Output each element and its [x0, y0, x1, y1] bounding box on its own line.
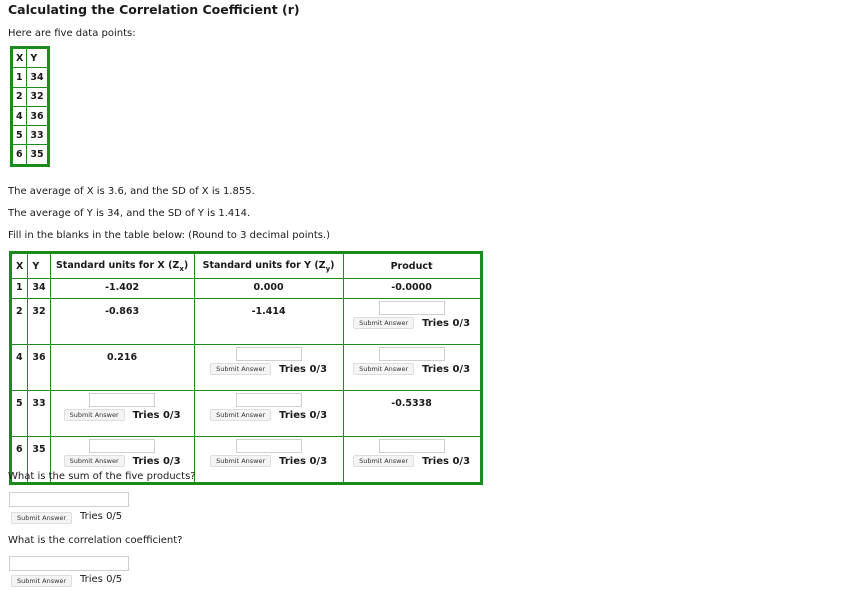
sum-submit-button[interactable]: Submit Answer [11, 512, 72, 524]
answer-group [348, 301, 476, 329]
product-answer-cell [343, 437, 481, 484]
product-answer-cell [343, 299, 481, 345]
zy-input[interactable] [236, 439, 302, 453]
intro-text: Here are five data points: [8, 28, 136, 39]
tries-counter: Tries 0/3 [132, 455, 181, 467]
y-header: Y [28, 253, 50, 279]
zy-value: 0.000 [194, 279, 343, 299]
tries-counter: Tries 0/3 [279, 455, 328, 467]
table-row [12, 68, 49, 87]
zy-answer-cell [194, 391, 343, 437]
sum-tries-counter: Tries 0/5 [80, 511, 123, 522]
submit-row [353, 455, 470, 467]
zx-input[interactable] [89, 439, 155, 453]
tries-counter: Tries 0/3 [422, 317, 471, 329]
submit-button[interactable]: Submit Answer [353, 363, 414, 375]
product-input[interactable] [379, 439, 445, 453]
zx-header [50, 253, 194, 279]
x-value: 5 [12, 126, 27, 145]
x-value: 4 [11, 345, 28, 391]
table-row [11, 279, 482, 299]
table-row [11, 391, 482, 437]
submit-row [210, 409, 327, 421]
zx-value: -0.863 [50, 299, 194, 345]
tries-counter: Tries 0/3 [132, 409, 181, 421]
submit-button[interactable]: Submit Answer [64, 409, 125, 421]
answer-group [55, 393, 190, 421]
correlation-question: What is the correlation coefficient? [8, 535, 183, 546]
y-value: 35 [27, 145, 48, 165]
table-row [11, 299, 482, 345]
x-value: 6 [12, 145, 27, 165]
zy-header-close: ) [330, 259, 335, 271]
submit-button[interactable]: Submit Answer [210, 455, 271, 467]
y-value: 32 [27, 87, 48, 106]
zx-header-close: ) [183, 259, 189, 271]
y-value: 35 [28, 437, 50, 484]
x-value: 2 [12, 87, 27, 106]
tries-counter: Tries 0/3 [422, 363, 471, 375]
answer-group [348, 439, 476, 467]
y-value: 36 [27, 106, 48, 125]
tries-counter: Tries 0/3 [422, 455, 471, 467]
x-value: 5 [11, 391, 28, 437]
product-input[interactable] [379, 347, 445, 361]
calculation-table [9, 251, 483, 485]
zx-value: 0.216 [50, 345, 194, 391]
table-row [12, 87, 49, 106]
submit-row [353, 363, 470, 375]
zx-input[interactable] [89, 393, 155, 407]
submit-row [64, 455, 181, 467]
y-value: 34 [27, 68, 48, 87]
y-value: 33 [28, 391, 50, 437]
zy-input[interactable] [236, 347, 302, 361]
submit-button[interactable]: Submit Answer [64, 455, 125, 467]
zx-value: -1.402 [50, 279, 194, 299]
submit-row [353, 317, 470, 329]
table-row [12, 126, 49, 145]
submit-button[interactable]: Submit Answer [210, 363, 271, 375]
zy-header-sub: y [325, 264, 331, 273]
zy-answer-cell [194, 345, 343, 391]
submit-button[interactable]: Submit Answer [210, 409, 271, 421]
submit-row [210, 455, 327, 467]
answer-group [199, 393, 339, 421]
zy-input[interactable] [236, 393, 302, 407]
answer-group [55, 439, 190, 467]
zx-header-label: Standard units for X (Z [55, 259, 180, 271]
instructions-text: Fill in the blanks in the table below: (Round to 3 decimal points.) [8, 230, 331, 241]
y-value: 32 [28, 299, 50, 345]
zy-answer-cell [194, 437, 343, 484]
submit-row [210, 363, 327, 375]
zy-value: -1.414 [194, 299, 343, 345]
answer-group [199, 439, 339, 467]
tries-counter: Tries 0/3 [279, 363, 328, 375]
x-header: X [11, 253, 28, 279]
zx-header-sub: x [179, 264, 184, 273]
x-value: 2 [11, 299, 28, 345]
page-title: Calculating the Correlation Coefficient (r) [8, 2, 300, 17]
correlation-tries-counter: Tries 0/5 [80, 574, 123, 585]
product-answer-cell [343, 345, 481, 391]
y-value: 36 [28, 345, 50, 391]
x-header: X [12, 48, 27, 68]
x-value: 4 [12, 106, 27, 125]
x-stats-text: The average of X is 3.6, and the SD of X is 1.855. [8, 186, 255, 197]
x-value: 1 [12, 68, 27, 87]
answer-group [199, 347, 339, 375]
correlation-submit-button[interactable]: Submit Answer [11, 575, 72, 587]
table-row [11, 345, 482, 391]
sum-input[interactable] [9, 492, 129, 507]
table-header-row [11, 253, 482, 279]
table-row [12, 145, 49, 165]
y-value: 34 [28, 279, 50, 299]
table-row [12, 106, 49, 125]
zy-header [194, 253, 343, 279]
submit-button[interactable]: Submit Answer [353, 317, 414, 329]
product-value: -0.5338 [343, 391, 481, 437]
product-input[interactable] [379, 301, 445, 315]
y-value: 33 [27, 126, 48, 145]
y-stats-text: The average of Y is 34, and the SD of Y is 1.414. [8, 208, 251, 219]
tries-counter: Tries 0/3 [279, 409, 328, 421]
correlation-input[interactable] [9, 556, 129, 571]
y-header: Y [27, 48, 48, 68]
submit-button[interactable]: Submit Answer [353, 455, 414, 467]
x-value: 6 [11, 437, 28, 484]
zy-header-label: Standard units for Y (Z [202, 259, 326, 271]
data-points-table [10, 46, 50, 167]
x-value: 1 [11, 279, 28, 299]
submit-row [64, 409, 181, 421]
product-value: -0.0000 [343, 279, 481, 299]
sum-question: What is the sum of the five products? [8, 471, 196, 482]
product-header: Product [343, 253, 481, 279]
table-header-row [12, 48, 49, 68]
answer-group [348, 347, 476, 375]
zx-answer-cell [50, 391, 194, 437]
